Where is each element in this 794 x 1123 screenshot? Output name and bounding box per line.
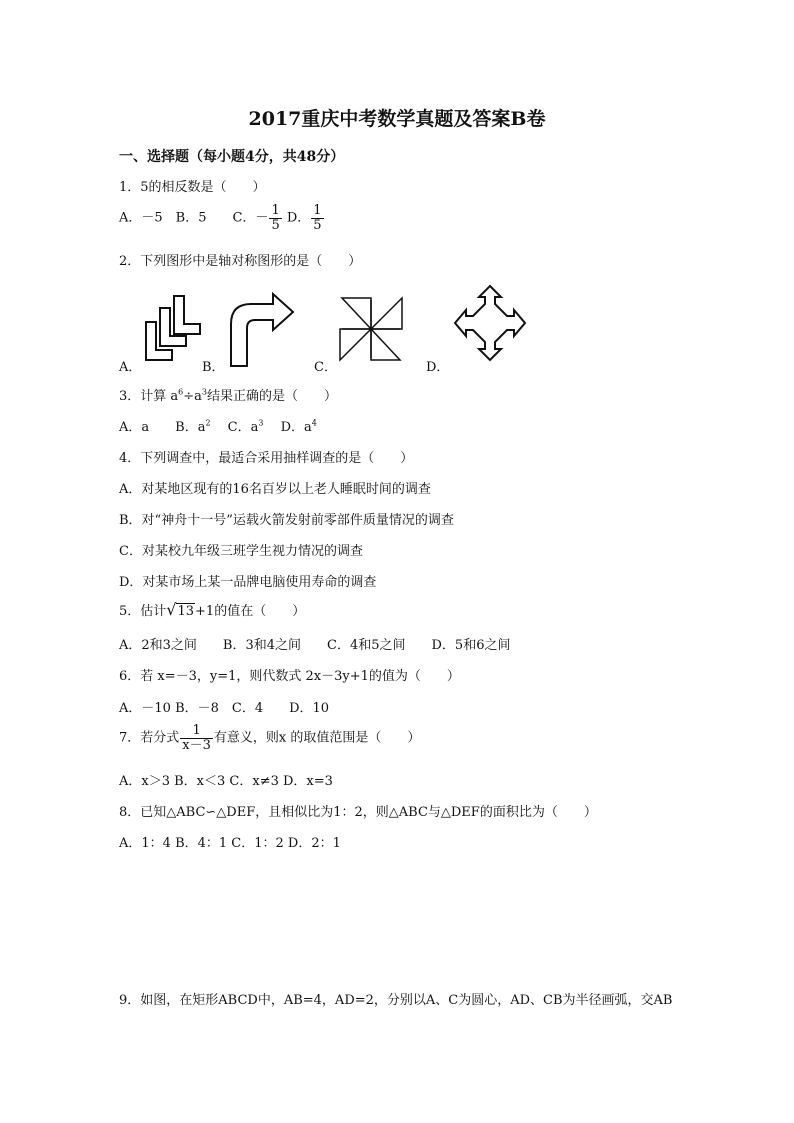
- question-7-stem: [119, 724, 420, 752]
- q7-stem-pre: 7．若分式: [119, 730, 180, 746]
- question-9-stem: 9．如图，在矩形ABCD中，AB=4，AD=2，分别以A、C为圆心，AD、CB为半径画弧，交AB: [119, 993, 673, 1008]
- q3-opt-c-exp: 3: [258, 418, 264, 428]
- q3-stem-post: 结果正确的是（ ）: [207, 389, 338, 404]
- q3-opt-b-exp: 2: [205, 418, 211, 428]
- fraction-d: [311, 204, 323, 232]
- q7-fraction-num: 1: [192, 723, 201, 738]
- q5-stem-post: +1的值在（ ）: [195, 604, 306, 619]
- q2-label-c: C．: [314, 360, 337, 375]
- square-root: √13: [166, 600, 195, 619]
- q5-stem-pre: 5．估计: [119, 604, 167, 619]
- q3-opt-c: C．a: [210, 420, 259, 435]
- q3-exp-2: 3: [201, 387, 207, 397]
- fraction-c-den: 5: [271, 217, 280, 233]
- q4-option-b: B．对“神舟十一号”运载火箭发射前零部件质量情况的调查: [119, 513, 454, 528]
- question-5-stem: [119, 600, 305, 619]
- q3-exp-1: 6: [178, 387, 184, 397]
- question-2-stem: 2．下列图形中是轴对称图形的是（ ）: [119, 254, 362, 269]
- question-6-stem: 6．若 x=－3，y=1，则代数式 2x－3y+1的值为（ ）: [119, 669, 460, 684]
- question-4-stem: 4．下列调查中，最适合采用抽样调查的是（ ）: [119, 451, 414, 466]
- q7-stem-post: 有意义，则x 的取值范围是（ ）: [213, 730, 421, 746]
- four-arrow-star-figure: [453, 284, 527, 362]
- q3-opt-d: D．a: [263, 420, 312, 435]
- q2-label-b: B．: [202, 360, 225, 375]
- question-1-options: [119, 204, 325, 232]
- q1-options-text: A．－5 B．5 C．－: [119, 210, 269, 226]
- pinwheel-figure: [338, 296, 404, 362]
- fraction-d-num: 1: [313, 203, 322, 218]
- section-heading: 一、选择题（每小题4分，共48分）: [119, 149, 345, 165]
- question-8-stem: 8．已知△ABC∽△DEF，且相似比为1：2，则△ABC与△DEF的面积比为（ ）: [119, 805, 597, 820]
- fraction-c: [269, 204, 281, 232]
- q2-label-d: D．: [426, 360, 450, 375]
- fraction-c-num: 1: [271, 203, 280, 218]
- q7-fraction-den: x－3: [182, 737, 211, 753]
- q7-fraction: [180, 724, 213, 752]
- q3-opt-ab: A．a B．a: [119, 420, 206, 435]
- question-1-stem: 1．5的相反数是（ ）: [119, 180, 266, 195]
- q4-option-a: A．对某地区现有的16名百岁以上老人睡眠时间的调查: [119, 482, 431, 497]
- stacked-l-shapes-figure: [140, 290, 202, 370]
- q1-option-d: D．: [286, 210, 311, 226]
- q4-option-d: D．对某市场上某一品牌电脑使用寿命的调查: [119, 575, 377, 590]
- fraction-d-den: 5: [313, 217, 322, 233]
- q3-opt-d-exp: 4: [311, 418, 317, 428]
- q3-stem-pre: 3．计算 a: [119, 389, 179, 404]
- question-7-options: A．x＞3 B．x＜3 C．x≠3 D．x=3: [119, 774, 333, 789]
- question-6-options: A．－10 B．－8 C．4 D．10: [119, 701, 330, 716]
- question-3-options: [119, 416, 317, 435]
- question-5-options: A．2和3之间 B．3和4之间 C．4和5之间 D．5和6之间: [119, 638, 511, 653]
- q2-label-a: A．: [119, 360, 142, 375]
- q3-stem-mid: ÷a: [183, 389, 202, 404]
- bent-arrow-figure: [225, 290, 297, 370]
- q4-option-c: C．对某校九年级三班学生视力情况的调查: [119, 544, 363, 559]
- q5-radicand: 13: [177, 604, 195, 619]
- page-title: 2017重庆中考数学真题及答案B卷: [248, 108, 546, 130]
- question-8-options: A．1：4 B．4：1 C．1：2 D．2：1: [119, 836, 341, 851]
- question-3-stem: [119, 385, 337, 404]
